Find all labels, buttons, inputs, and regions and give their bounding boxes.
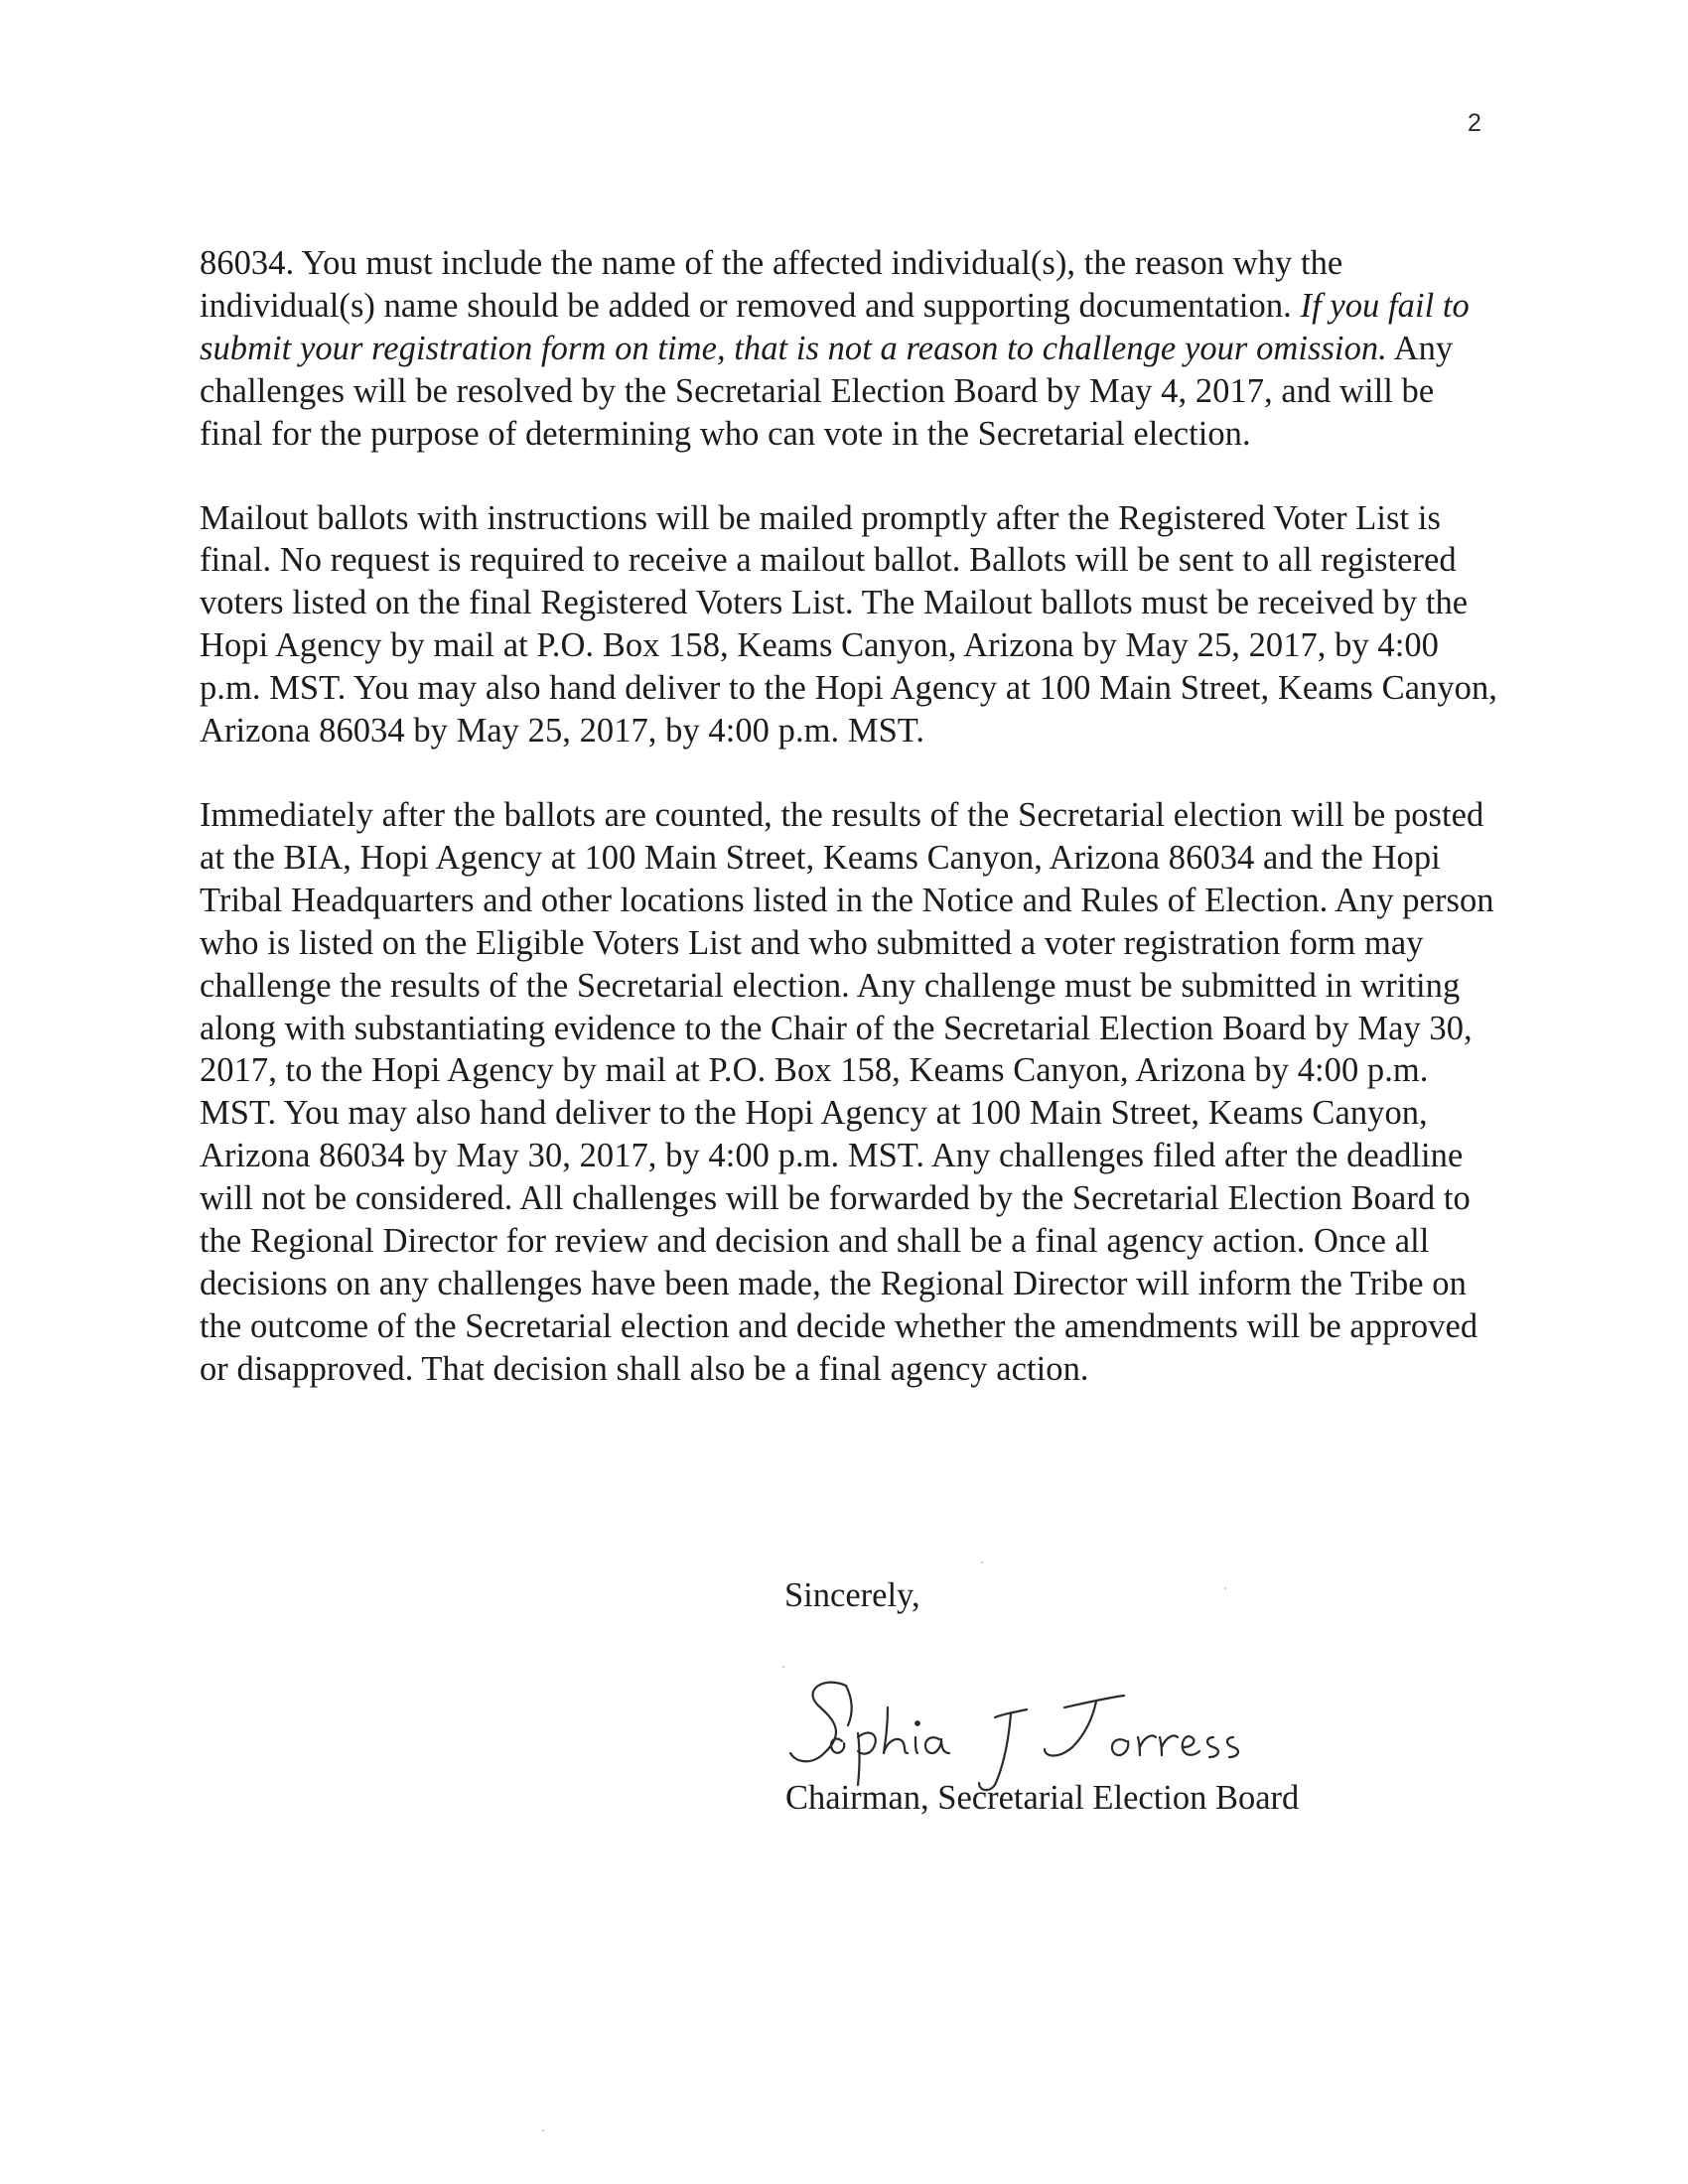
paragraph-challenges [200, 242, 1500, 456]
paragraph-challenges-intro: 86034. You must include the name of the affected individual(s), the reason why the individual(s) name should be added or removed and supporting documentation. [200, 244, 1343, 325]
letter-body [200, 242, 1500, 1391]
page-number: 2 [1468, 109, 1481, 137]
paragraph-mailout-ballots: Mailout ballots with instructions will be mailed promptly after the Registered Voter List is final. No request is required to receive a mailout ballot. Ballots will be sent to all registered voters listed on the final Registered Voters List. The Mailout ballots must be received by the Hopi Agency by mail at P.O. Box 158, Keams Canyon, Arizona by May 25, 2017, by 4:00 p.m. MST. You may also hand deliver to the Hopi Agency at 100 Main Street, Keams Canyon, Arizona 86034 by May 25, 2017, by 4:00 p.m. MST. [200, 498, 1497, 751]
scan-speck [981, 1562, 983, 1564]
scan-speck [782, 1666, 784, 1668]
scan-speck [1224, 1587, 1226, 1589]
paragraph-challenges-rest: Any challenges will be resolved by the Secretarial Election Board by May 4, 2017, and will be final for the purpose of determining who can vote in the Secretarial election. [200, 329, 1454, 453]
paragraph-challenges-italic-note: If you fail to submit your registration form on time, that is not a reason to challenge your omission. [200, 286, 1470, 367]
signer-title: Chairman, Secretarial Election Board [785, 1779, 1300, 1817]
scan-speck [542, 2129, 544, 2131]
paragraph-election-results: Immediately after the ballots are counted, the results of the Secretarial election will be posted at the BIA, Hopi Agency at 100 Main Street, Keams Canyon, Arizona 86034 and the Hopi Tribal Headquarters and other locations listed in the Notice and Rules of Election. Any person who is listed on the Eligible Voters List and who submitted a voter registration form may challenge the results of the Secretarial election. Any challenge must be submitted in writing along with substantiating evidence to the Chair of the Secretarial Election Board by May 30, 2017, to the Hopi Agency by mail at P.O. Box 158, Keams Canyon, Arizona by 4:00 p.m. MST. You may also hand deliver to the Hopi Agency at 100 Main Street, Keams Canyon, Arizona 86034 by May 30, 2017, by 4:00 p.m. MST. Any challenges filed after the deadline will not be considered. All challenges will be forwarded by the Secretarial Election Board to the Regional Director for review and decision and shall be a final agency action. Once all decisions on any challenges have been made, the Regional Director will inform the Tribe on the outcome of the Secretarial election and decide whether the amendments will be approved or disapproved. That decision shall also be a final agency action. [200, 795, 1494, 1388]
closing-salutation: Sincerely, [784, 1576, 920, 1614]
